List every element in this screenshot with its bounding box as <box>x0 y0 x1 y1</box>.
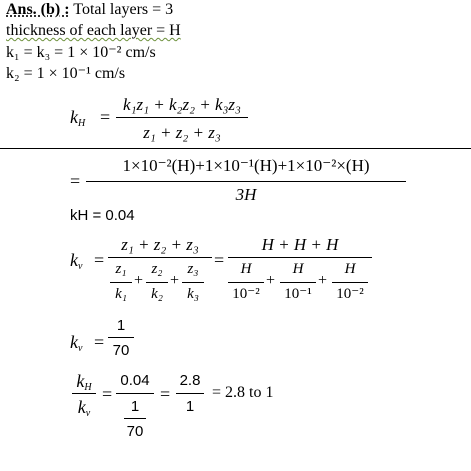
kv-den-bar-1 <box>110 282 132 283</box>
ratio-den-lhs: $k_v$ <box>77 397 91 419</box>
kv-den2-h1: H <box>240 261 252 277</box>
ratio-den-num: 1 <box>130 398 140 415</box>
sub-equals: = <box>70 171 81 191</box>
ratio-den-bar <box>124 418 146 419</box>
ratio-result: = 2.8 to 1 <box>212 384 274 401</box>
kv-numerator: z₁ + z₂ + z₃ <box>121 235 199 254</box>
kv-den-k2: k₂ <box>151 286 163 302</box>
kv-den-z1: z₁ <box>115 261 127 277</box>
kv-den-k1: k₁ <box>115 286 127 302</box>
kv-den-plus-1: + <box>134 272 144 289</box>
kh-equals: = <box>100 107 111 127</box>
kv-den2-bar-2 <box>280 282 316 283</box>
sub-numerator: 1×10⁻²(H)+1×10⁻¹(H)+1×10⁻²×(H) <box>122 156 370 175</box>
ratio-equals-2: = <box>160 384 171 404</box>
kv-den2-k1: 10⁻² <box>232 286 260 302</box>
kv-den-bar-2 <box>146 282 168 283</box>
kv-den2-bar-3 <box>332 282 368 283</box>
kv-den-z3: z₃ <box>187 261 199 277</box>
thickness-line <box>6 23 181 39</box>
kh-lhs: $k_H$ <box>70 107 86 129</box>
kh-result: kH = 0.04 <box>70 207 135 224</box>
kv-result-lhs: $k_v$ <box>70 332 83 354</box>
kv-den-plus-2: + <box>170 272 180 289</box>
kv-numerator-2: H + H + H <box>261 235 339 254</box>
sub-denominator: 3H <box>235 185 257 204</box>
kh-numerator: k₁z₁ + k₂z₂ + k₃z₃ <box>123 95 241 114</box>
sub-fraction-bar <box>86 181 406 182</box>
kv-den-z2: z₂ <box>151 261 163 277</box>
kv-den2-plus-1: + <box>266 272 276 289</box>
kh-fraction-bar <box>116 117 248 118</box>
k1-k3-line: k₁ = k₃ = 1 × 10⁻² cm/s <box>6 44 156 61</box>
kv-den2-h3: H <box>344 261 356 277</box>
kv-result-equals: = <box>94 332 105 352</box>
kv-result-den: 70 <box>112 342 130 359</box>
kv-equals: = <box>94 250 105 270</box>
ratio-frac-bar <box>176 393 204 394</box>
ratio-main-bar <box>116 393 154 394</box>
section-divider <box>0 148 471 149</box>
ratio-lhs-bar <box>72 393 96 394</box>
ratio-num-val: 0.04 <box>120 372 150 389</box>
kv-result-num: 1 <box>116 317 126 334</box>
thickness-text: thickness of each layer = H <box>6 22 181 39</box>
kv-den2-h2: H <box>292 261 304 277</box>
ratio-equals-1: = <box>102 384 113 404</box>
kv-den-k3: k₃ <box>187 286 199 302</box>
kv-lhs: $k_v$ <box>70 250 83 272</box>
ratio-frac-num: 2.8 <box>179 372 201 389</box>
kv-equals-2: = <box>214 250 225 270</box>
ratio-num-lhs: $k_H$ <box>76 371 92 393</box>
kv-den-bar-3 <box>182 282 204 283</box>
kv-result-bar <box>108 337 134 338</box>
ratio-den-den: 70 <box>126 423 144 440</box>
kv-den2-k3: 10⁻² <box>336 286 364 302</box>
total-layers-text: Total layers = 3 <box>73 1 174 18</box>
k2-line: k₂ = 1 × 10⁻¹ cm/s <box>6 65 126 82</box>
kv-fraction-bar <box>108 257 212 258</box>
kv-den2-bar-1 <box>228 282 264 283</box>
ratio-frac-den: 1 <box>185 398 195 415</box>
kv-den2-k2: 10⁻¹ <box>284 286 312 302</box>
kv-den2-plus-2: + <box>318 272 328 289</box>
answer-label: Ans. (b) : <box>6 1 70 18</box>
answer-line <box>6 2 173 18</box>
kv-fraction-bar-2 <box>228 257 372 258</box>
kh-denominator: z₁ + z₂ + z₃ <box>143 123 221 142</box>
